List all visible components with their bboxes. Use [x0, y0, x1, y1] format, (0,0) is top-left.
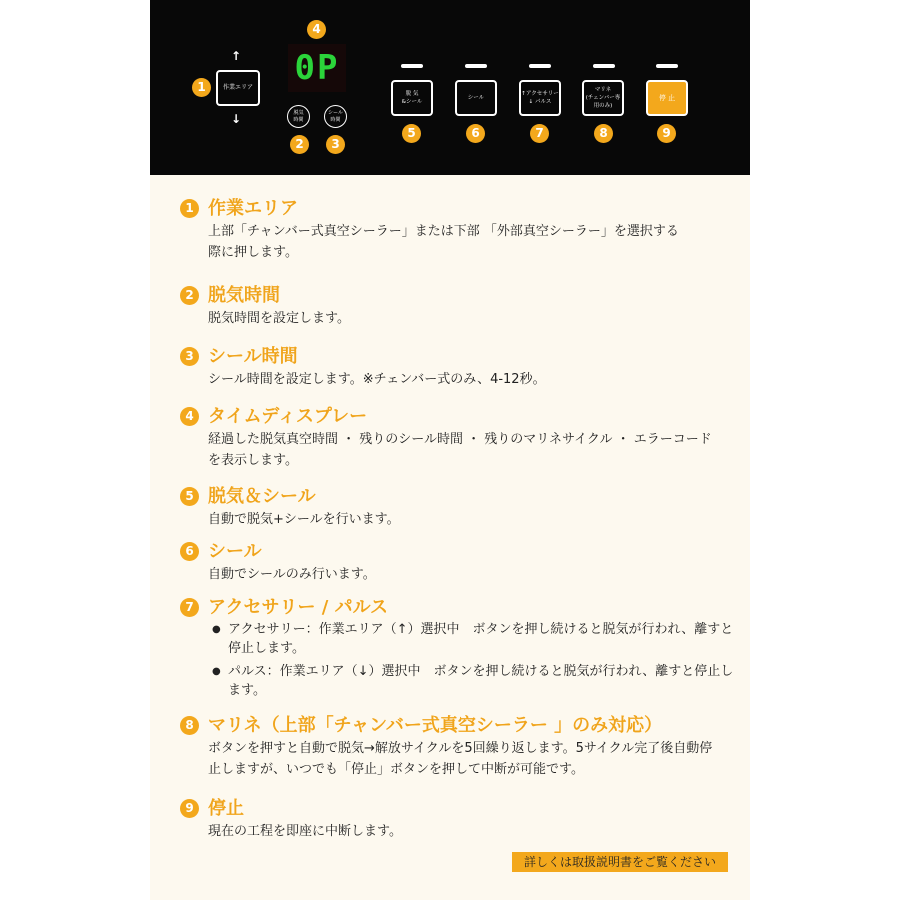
section-text: ボタンを押すと自動で脱気→解放サイクルを5回繰り返します。5サイクル完了後自動停 — [208, 741, 713, 756]
degas-time-button[interactable]: 脱気 時間 — [287, 105, 310, 128]
seal-button[interactable]: シール — [455, 80, 497, 116]
callout-2: 2 — [290, 135, 309, 154]
indicator-led — [656, 64, 678, 68]
work-area-button[interactable]: 作業エリア — [216, 70, 260, 106]
manual-note: 詳しくは取扱説明書をご覧ください — [512, 852, 728, 872]
section-text: 自動でシールのみ行います。 — [208, 567, 376, 582]
section-title: 脱気＆シール — [208, 486, 316, 507]
seal-time-button[interactable]: シール 時間 — [324, 105, 347, 128]
section-text: 現在の工程を即座に中断します。 — [208, 824, 402, 839]
callout-8: 8 — [594, 124, 613, 143]
section-seal-time — [180, 345, 740, 390]
section-title: 停止 — [208, 798, 244, 819]
display-readout: 0P — [294, 48, 340, 88]
section-number: 6 — [180, 542, 199, 561]
time-display — [288, 44, 346, 92]
section-seal — [180, 540, 740, 585]
arrow-down-icon: ↓ — [230, 112, 242, 126]
section-text: 経過した脱気真空時間 ・ 残りのシール時間 ・ 残りのマリネサイクル ・ エラーコード — [208, 432, 712, 447]
section-title: シール時間 — [208, 346, 298, 367]
accessory-pulse-button[interactable]: ↑アクセサリー ↓ パルス — [519, 80, 561, 116]
section-work-area — [180, 197, 740, 263]
section-text: 際に押します。 — [208, 245, 298, 260]
bullet-text: ● アクセサリー：作業エリア（↑）選択中 ボタンを押し続けると脱気が行われ、離すと — [228, 622, 734, 637]
section-number: 8 — [180, 716, 199, 735]
section-number: 5 — [180, 487, 199, 506]
section-text: 上部「チャンバー式真空シーラー」または下部 「外部真空シーラー」を選択する — [208, 224, 679, 239]
section-accessory-pulse — [180, 596, 740, 704]
section-degas-time — [180, 284, 740, 329]
callout-6: 6 — [466, 124, 485, 143]
section-number: 4 — [180, 407, 199, 426]
section-vacuum-seal — [180, 485, 740, 530]
section-number: 3 — [180, 347, 199, 366]
bullet-text: 停止します。 — [228, 641, 305, 656]
section-text: 脱気時間を設定します。 — [208, 311, 350, 326]
section-number: 7 — [180, 598, 199, 617]
section-stop — [180, 797, 740, 842]
indicator-led — [593, 64, 615, 68]
section-text: 自動で脱気+シールを行います。 — [208, 512, 400, 527]
section-marinate — [180, 714, 740, 780]
callout-1: 1 — [192, 78, 211, 97]
section-title: 脱気時間 — [208, 285, 280, 306]
marinate-button[interactable]: マリネ (チェンバー専用のみ) — [582, 80, 624, 116]
section-title: 作業エリア — [208, 198, 298, 219]
section-title: シール — [208, 541, 262, 562]
callout-5: 5 — [402, 124, 421, 143]
callout-7: 7 — [530, 124, 549, 143]
arrow-up-icon: ↑ — [230, 49, 242, 63]
section-title: マリネ（上部「チャンバー式真空シーラー 」のみ対応） — [208, 715, 663, 736]
section-number: 1 — [180, 199, 199, 218]
indicator-led — [401, 64, 423, 68]
stop-button[interactable]: 停 止 — [646, 80, 688, 116]
bullet-accessory — [212, 620, 740, 658]
section-number: 9 — [180, 799, 199, 818]
callout-4: 4 — [307, 20, 326, 39]
indicator-led — [465, 64, 487, 68]
bullet-text: ● パルス：作業エリア（↓）選択中 ボタンを押し続けると脱気が行われ、離すと停止し — [228, 664, 734, 679]
section-text: を表示します。 — [208, 453, 298, 468]
section-title: タイムディスプレー — [208, 406, 368, 427]
indicator-led — [529, 64, 551, 68]
section-title: アクセサリー / パルス — [208, 597, 389, 618]
section-text: 止しますが、いつでも「停止」ボタンを押して中断が可能です。 — [208, 762, 584, 777]
callout-9: 9 — [657, 124, 676, 143]
section-text: シール時間を設定します。※チェンバー式のみ、4-12秒。 — [208, 372, 546, 387]
bullet-pulse — [212, 662, 740, 700]
callout-3: 3 — [326, 135, 345, 154]
section-time-display — [180, 405, 740, 471]
vacuum-seal-button[interactable]: 脱 気 &シール — [391, 80, 433, 116]
bullet-text: ます。 — [228, 683, 266, 698]
section-number: 2 — [180, 286, 199, 305]
